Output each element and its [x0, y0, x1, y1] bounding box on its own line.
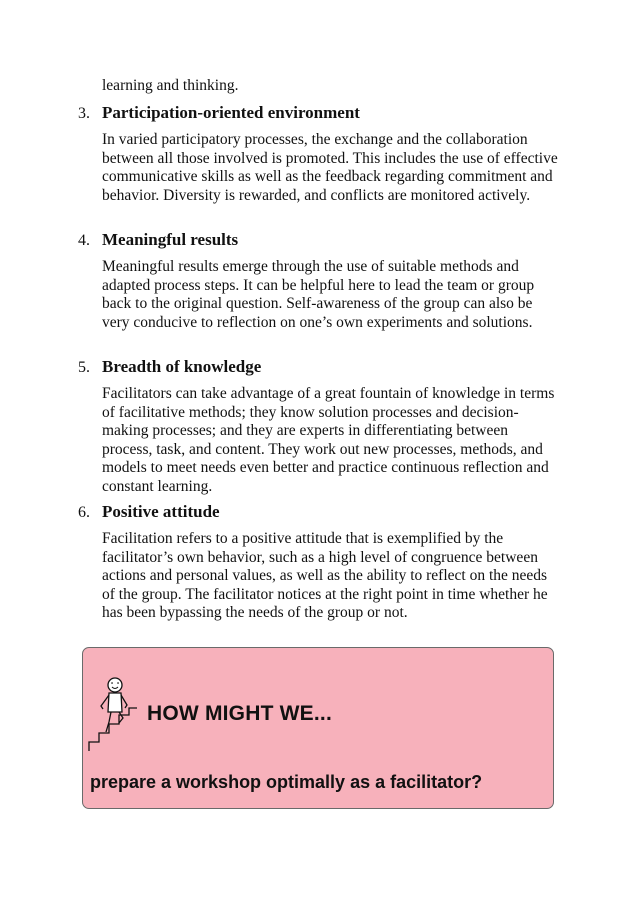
item-title: Meaningful results: [102, 230, 239, 249]
item-body: Meaningful results emerge through the use of suitable methods and adapted process steps. It can be helpful here to lead the team or group back to the original question. Self-awareness of the group can also be very conducive to reflection on one’s own experiments and solutions.: [102, 258, 535, 331]
stick-figure-climbing-stairs-icon: [87, 676, 139, 756]
item-title: Positive attitude: [102, 502, 220, 521]
list-item-6: [78, 502, 562, 623]
list-item-4: [78, 230, 562, 332]
callout-question: prepare a workshop optimally as a facilitator?: [90, 772, 483, 792]
list-item-5: [78, 357, 562, 496]
item-number: 4.: [78, 232, 90, 249]
item-body: In varied participatory processes, the exchange and the collaboration between all those involved is promoted. This includes the use of effective communicative skills as well as the feedback regarding commitment and behavior. Diversity is rewarded, and conflicts are monitored actively.: [102, 131, 558, 204]
item-body: Facilitators can take advantage of a great fountain of knowledge in terms of facilitative methods; they know solution processes and decision-making processes; and they are experts in differentiating between process, task, and content. They work out new processes, methods, and models to meet needs even better and practice continuous reflection and constant learning.: [102, 385, 555, 495]
item-title: Participation-oriented environment: [102, 103, 360, 122]
callout-heading: HOW MIGHT WE...: [147, 702, 332, 725]
item-number: 6.: [78, 504, 90, 521]
item-title: Breadth of knowledge: [102, 357, 262, 376]
how-might-we-callout: [82, 647, 554, 809]
item-number: 3.: [78, 105, 90, 122]
item-number: 5.: [78, 359, 90, 376]
item-body: Facilitation refers to a positive attitude that is exemplified by the facilitator’s own behavior, such as a high level of congruence between actions and personal values, as well as the ability to reflect on the needs of the group. The facilitator notices at the right point in time whether he has been bypassing the needs of the group or not.: [102, 530, 548, 621]
continued-paragraph: learning and thinking.: [102, 77, 239, 94]
list-item-3: [78, 103, 562, 205]
